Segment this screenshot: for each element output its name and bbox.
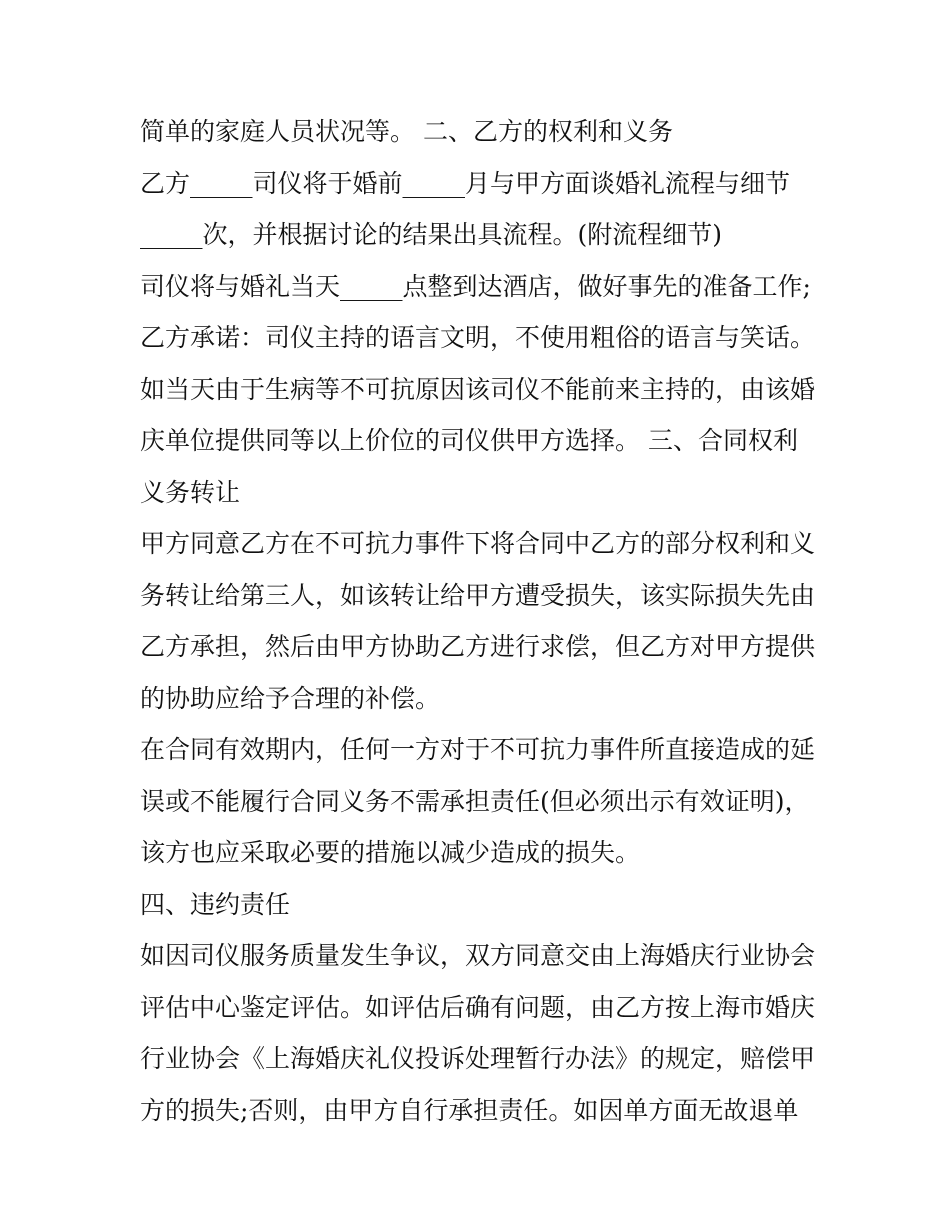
text-line-7: 庆单位提供同等以上价位的司仪供甲方选择。 三、合同权利	[140, 426, 798, 455]
document-body	[140, 106, 820, 1136]
text-line-15: 该方也应采取必要的措施以减少造成的损失。	[140, 838, 641, 867]
text-line-8: 义务转让	[140, 477, 241, 507]
text-line-11: 乙方承担，然后由甲方协助乙方进行求偿，但乙方对甲方提供	[140, 632, 816, 661]
text-line-14: 误或不能履行合同义务不需承担责任(但必须出示有效证明)，	[140, 786, 810, 816]
text-line-2: 乙方_____司仪将于婚前_____月与甲方面谈婚礼流程与细节	[140, 168, 791, 198]
text-line-20: 方的损失;否则，由甲方自行承担责任。如因单方面无故退单	[140, 1095, 799, 1125]
text-line-6: 如当天由于生病等不可抗原因该司仪不能前来主持的，由该婚	[140, 374, 816, 404]
text-line-16: 四、违约责任	[140, 889, 291, 919]
text-line-1: 简单的家庭人员状况等。 二、乙方的权利和义务	[140, 117, 673, 146]
text-line-17: 如因司仪服务质量发生争议，双方同意交由上海婚庆行业协会	[140, 941, 816, 970]
text-line-4: 司仪将与婚礼当天_____点整到达酒店，做好事先的准备工作;	[140, 271, 811, 301]
text-line-12: 的协助应给予合理的补偿。	[140, 683, 441, 713]
text-line-19: 行业协会《上海婚庆礼仪投诉处理暂行办法》的规定，赔偿甲	[140, 1044, 816, 1073]
text-line-9: 甲方同意乙方在不可抗力事件下将合同中乙方的部分权利和义	[140, 529, 816, 558]
text-line-3: _____次，并根据讨论的结果出具流程。(附流程细节)	[140, 220, 723, 249]
text-line-18: 评估中心鉴定评估。如评估后确有问题，由乙方按上海市婚庆	[140, 992, 816, 1022]
text-line-5: 乙方承诺：司仪主持的语言文明，不使用粗俗的语言与笑话。	[140, 323, 816, 352]
text-line-13: 在合同有效期内，任何一方对于不可抗力事件所直接造成的延	[140, 735, 816, 764]
text-line-10: 务转让给第三人，如该转让给甲方遭受损失，该实际损失先由	[140, 580, 816, 610]
